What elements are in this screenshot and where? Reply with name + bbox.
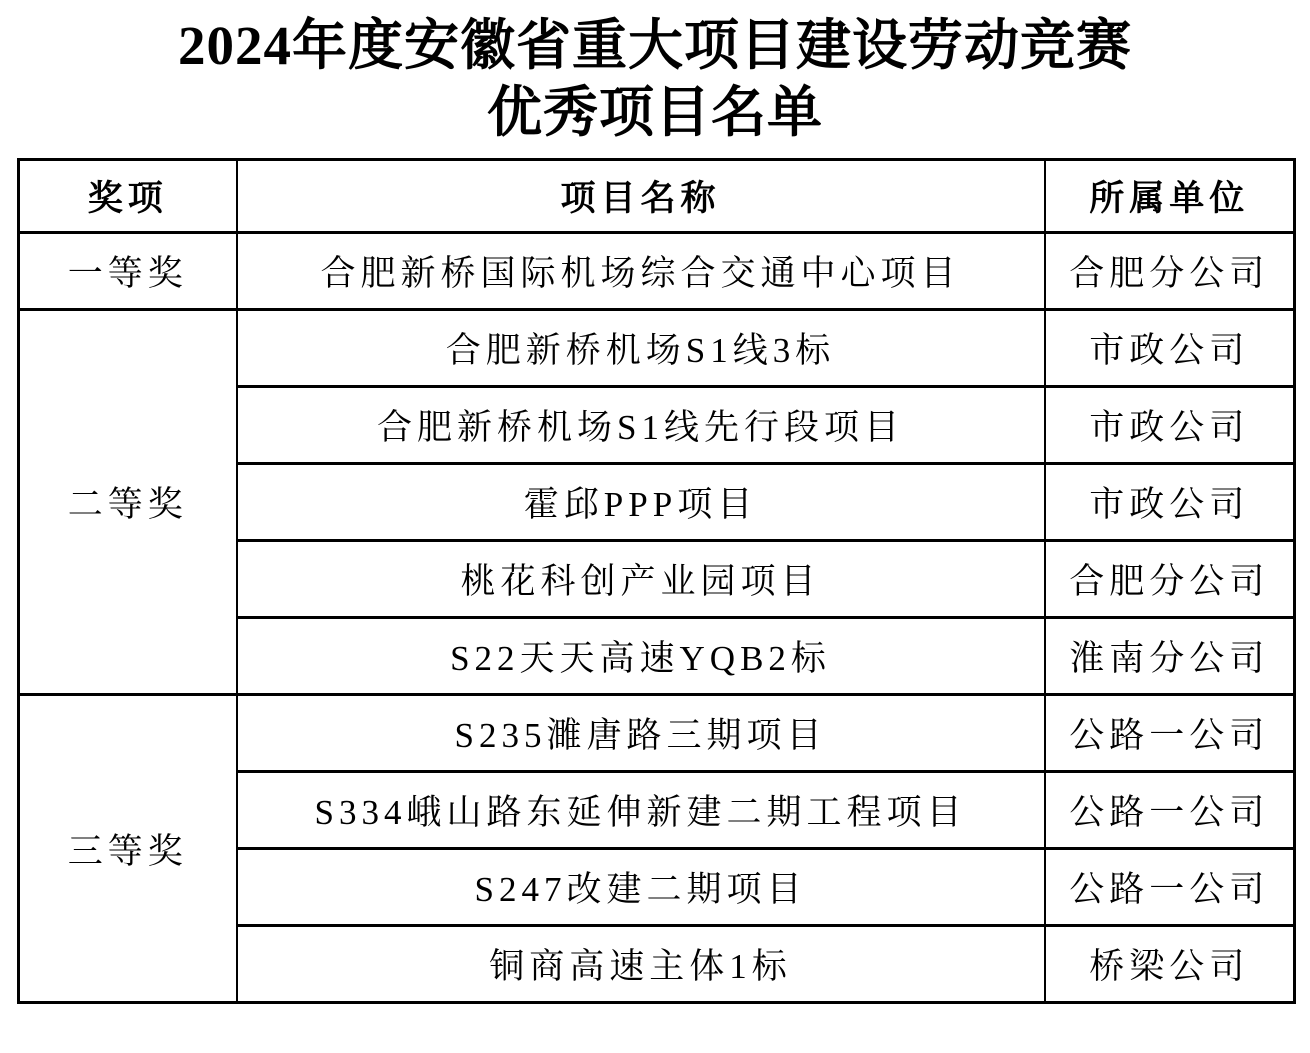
award-cell-first-prize: 一等奖 [19,233,237,310]
project-cell: S235濉唐路三期项目 [237,695,1045,772]
project-cell: 合肥新桥国际机场综合交通中心项目 [237,233,1045,310]
table-header-row [19,160,1295,233]
header-cell-unit: 所属单位 [1045,160,1295,233]
unit-cell: 桥梁公司 [1045,926,1295,1003]
project-cell: 合肥新桥机场S1线3标 [237,310,1045,387]
unit-cell: 公路一公司 [1045,695,1295,772]
header-cell-award: 奖项 [19,160,237,233]
unit-cell: 合肥分公司 [1045,233,1295,310]
award-cell-third-prize: 三等奖 [19,695,237,1003]
table-row [19,695,1295,772]
award-cell-second-prize: 二等奖 [19,310,237,695]
page-title-line-2: 优秀项目名单 [486,82,823,143]
project-cell: 霍邱PPP项目 [237,464,1045,541]
page-title [0,0,1310,146]
project-cell: 桃花科创产业园项目 [237,541,1045,618]
header-cell-project: 项目名称 [237,160,1045,233]
project-cell: S334峨山路东延伸新建二期工程项目 [237,772,1045,849]
page-title-line-1: 2024年度安徽省重大项目建设劳动竞赛 [177,15,1132,76]
project-cell: S247改建二期项目 [237,849,1045,926]
award-projects-table [17,158,1296,1004]
unit-cell: 公路一公司 [1045,849,1295,926]
project-cell: 合肥新桥机场S1线先行段项目 [237,387,1045,464]
unit-cell: 市政公司 [1045,310,1295,387]
unit-cell: 市政公司 [1045,464,1295,541]
table-row [19,310,1295,387]
project-cell: 铜商高速主体1标 [237,926,1045,1003]
unit-cell: 市政公司 [1045,387,1295,464]
table-row [19,233,1295,310]
unit-cell: 合肥分公司 [1045,541,1295,618]
project-cell: S22天天高速YQB2标 [237,618,1045,695]
unit-cell: 淮南分公司 [1045,618,1295,695]
unit-cell: 公路一公司 [1045,772,1295,849]
